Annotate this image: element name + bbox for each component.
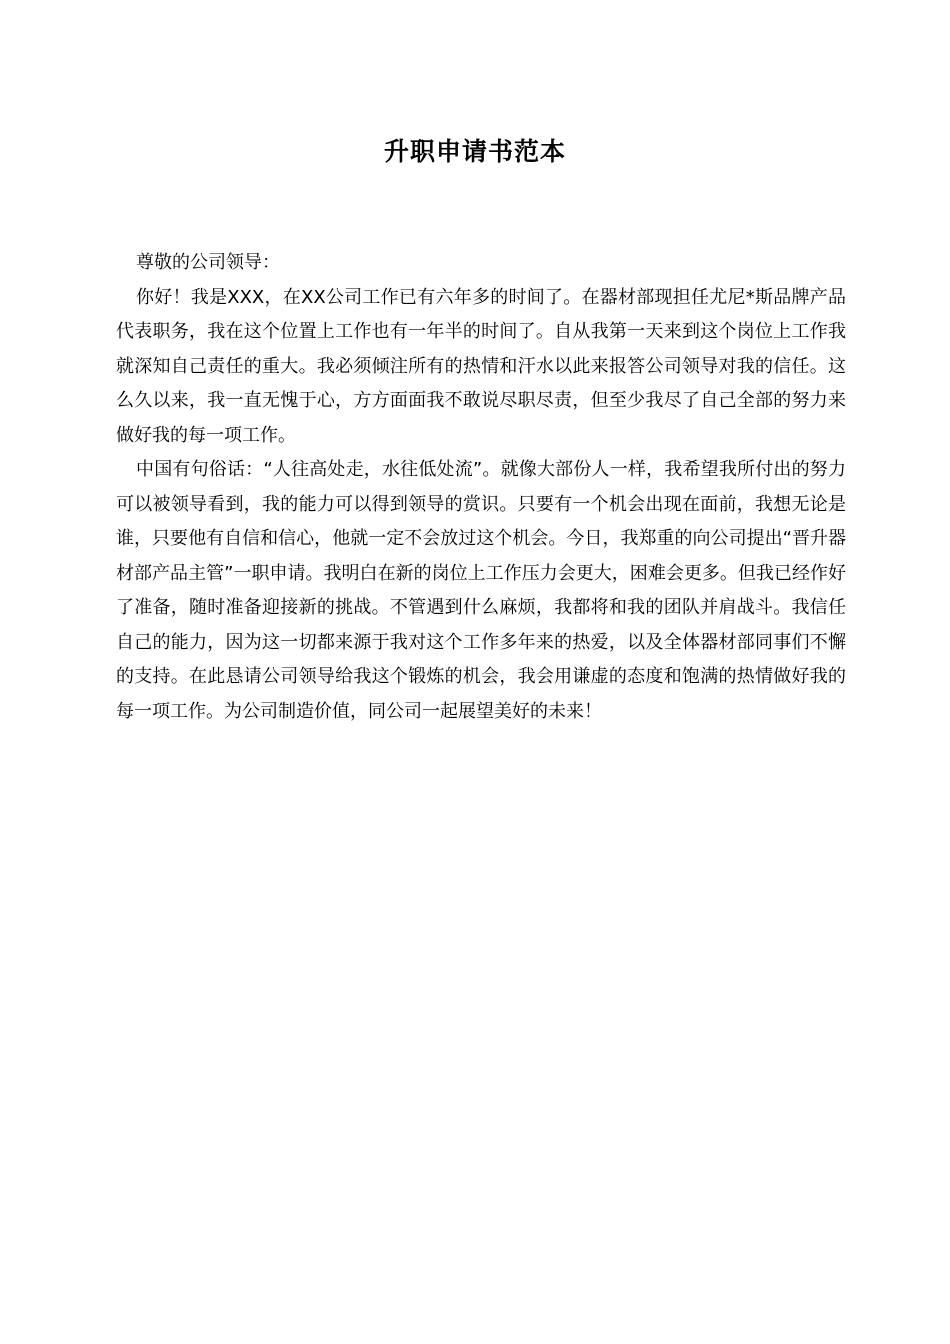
salutation: 尊敬的公司领导： bbox=[136, 252, 280, 273]
document-title: 升职申请书范本 bbox=[383, 137, 566, 166]
paragraph-request: 中国有句俗话：“人往高处走，水往低处流”。就像大部份人一样，我希望我所付出的努力可以被领导看到，我的能力可以得到领导的赏识。只要有一个机会出现在面前，我想无论是谁，只要他有自信和信心，他就一定不会放过这个机会。今日，我郑重的向公司提出“晋升器材部产品主管”一职申请。我明白在新的岗位上工作压力会更大，困难会更多。但我已经作好了准备，随时准备迎接新的挑战。不管遇到什么麻烦，我都将和我的团队并肩战斗。我信任自己的能力，因为这一切都来源于我对这个工作多年来的热爱，以及全体器材部同事们不懈的支持。在此恳请公司领导给我这个锻炼的机会，我会用谦虚的态度和饱满的热情做好我的每一项工作。为公司制造价值，同公司一起展望美好的未来！ bbox=[116, 459, 846, 722]
paragraph-intro: 你好！我是XXX，在XX公司工作已有六年多的时间了。在器材部现担任尤尼*斯品牌产品代表职务，我在这个位置上工作也有一年半的时间了。自从我第一天来到这个岗位上工作我就深知自己责任的重大。我必须倾注所有的热情和汗水以此来报答公司领导对我的信任。这么久以来，我一直无愧于心，方方面面我不敢说尽职尽责，但至少我尽了自己全部的努力来做好我的每一项工作。 bbox=[116, 286, 846, 446]
document-body bbox=[116, 246, 846, 729]
